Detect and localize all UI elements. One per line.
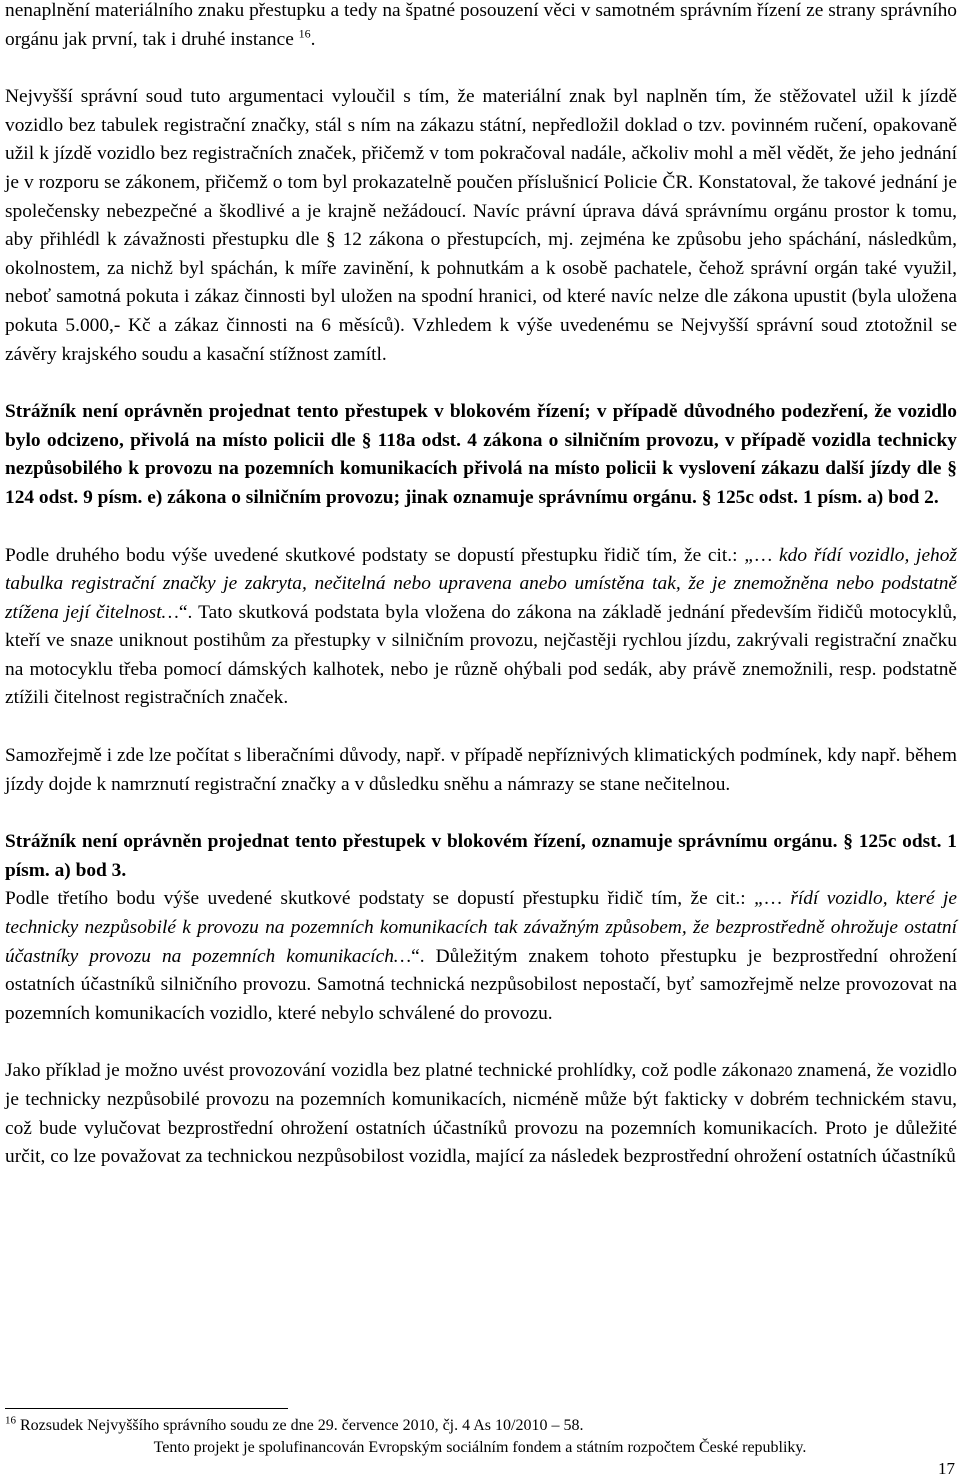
paragraph-5: Podle třetího bodu výše uvedené skutkové podstaty se dopustí přestupku řidič tím, že cit.: „… řídí vozidlo, které je technicky nezpůsobilé k provozu na pozemních komunikacích tak závažným způsobem, že bezprostředně ohrožuje ostatní účastníky provozu na pozemních komunikacích…“. Důležitým znakem tohoto přestupku je bezprostřední ohrožení ostatních účastníků silničního provozu. Samotná technická nezpůsobilost nepostačí, byť samozřejmě nelze provozovat na pozemních komunikacích vozidlo, které nebylo schválené do provozu.: [5, 888, 957, 1024]
quote: „… kdo řídí vozidlo, jehož tabulka registrační značky je zakryta, nečitelná nebo upravena anebo umístěna tak, že je znemožněna nebo podstatně ztížena její čitelnost…: [5, 544, 957, 623]
footnote-16: $^{16}$ Rozsudek Nejvyššího správního soudu ze dne 29. července 2010, čj. 4 As 10/2010 – 58.: [5, 1414, 584, 1434]
paragraph-4: Samozřejmě i zde lze počítat s liberačními důvody, např. v případě nepříznivých klimatických podmínek, kdy např. během jízdy dojde k namrznutí registrační značky a v důsledku sněhu a námrazy se stane nečitelnou.: [5, 745, 957, 795]
page-number: 17: [938, 1459, 955, 1478]
section-heading-2: Strážník není oprávněn projednat tento přestupek v blokovém řízení, oznamuje správnímu orgánu. § 125c odst. 1 písm. a) bod 3.: [5, 831, 957, 881]
paragraph-3: Podle druhého bodu výše uvedené skutkové podstaty se dopustí přestupku řidič tím, že cit.: „… kdo řídí vozidlo, jehož tabulka registrační značky je zakryta, nečitelná nebo upravena anebo umístěna tak, že je znemožněna nebo podstatně ztížena její čitelnost…“. Tato skutková podstata byla vložena do zákona na základě jednání především řidičů motocyklů, kteří ve snaze uniknout postihům za přestupky v silničním provozu, nejčastěji rychlou jízdu, zakrývali registrační značku na motocyklu třeba pomocí dámských kalhotek, nebo je různě ohýbali pod sedák, aby právě znemožnili, resp. podstatně ztížili čitelnost registračních značek.: [5, 544, 958, 709]
funding-notice: Tento projekt je spolufinancován Evropským sociálním fondem a státním rozpočtem České republiky.: [153, 1439, 807, 1456]
document-body: [5, 0, 957, 1172]
paragraph-6: Jako příklad je možno uvést provozování vozidla bez platné technické prohlídky, což podle zákona20 znamená, že vozidlo je technicky nezpůsobilé provozu na pozemních komunikacích, nicméně může být fakticky v dobrém technickém stavu, což bude vylučovat bezprostřední ohrožení ostatních účastníků provozu na pozemních komunikacích. Proto je důležité určit, co lze považovat za technickou nezpůsobilost vozidla, mající za následek bezprostřední ohrožení ostatních účastníků: [5, 1060, 957, 1168]
paragraph-2: Nejvyšší správní soud tuto argumentaci vyloučil s tím, že materiální znak byl naplněn tím, že stěžovatel užil k jízdě vozidlo bez tabulek registrační značky, stál s ním na zákazu státní, nepředložil doklad o tzv. povinném ručení, opakovaně užil k jízdě vozidlo bez registračních značek, přičemž v tom pokračoval nadále, ačkoliv mohl a měl vědět, že jeho jednání je v rozporu se zákonem, přičemž o tom byl prokazatelně poučen příslušnicí Policie ČR. Konstatoval, že takové jednání je společensky nebezpečné a škodlivé a je krajně nežádoucí. Navíc právní úprava dává správnímu orgánu prostor k tomu, aby přihlédl k závažnosti přestupku dle § 12 zákona o přestupcích, mj. zejména ke způsobu jeho spáchání, následkům, okolnostem, za nichž byl spáchán, k míře zavinění, k pohnutkám a k osobě pachatele, čehož správní orgán také využil, neboť samotná pokuta i zákaz činnosti byl uložen na spodní hranici, od které navíc nelze dle zákona upustit (byla uložena pokuta 5.000,- Kč a zákaz činnosti na 6 měsíců). Vzhledem k výše uvedenému se Nejvyšší správní soud ztotožnil se závěry krajského soudu a kasační stížnost zamítl.: [5, 86, 957, 365]
section-heading-1: Strážník není oprávněn projednat tento přestupek v blokovém řízení; v případě důvodného podezření, že vozidlo bylo odcizeno, přivolá na místo policii dle § 118a odst. 4 zákona o silničním provozu, v případě vozidla technicky nezpůsobilého k provozu na pozemních komunikacích přivolá na místo policii k vyslovení zákazu další jízdy dle § 124 odst. 9 písm. e) zákona o silničním provozu; jinak oznamuje správnímu orgánu. § 125c odst. 1 písm. a) bod 2.: [5, 401, 957, 508]
quote: „… řídí vozidlo, které je technicky nezpůsobilé k provozu na pozemních komunikacích tak závažným způsobem, že bezprostředně ohrožuje ostatní účastníky provozu na pozemních komunikacích…: [5, 888, 957, 967]
footnote-ref-16[interactable]: 16: [298, 26, 311, 41]
footnote-separator: [5, 1408, 288, 1409]
paragraph-1: nenaplnění materiálního znaku přestupku a tedy na špatné posouzení věci v samotném správním řízení ze strany správního orgánu jak první, tak i druhé instance $^{16}$.: [5, 0, 957, 50]
footnote-ref-20[interactable]: 20: [776, 1063, 793, 1080]
